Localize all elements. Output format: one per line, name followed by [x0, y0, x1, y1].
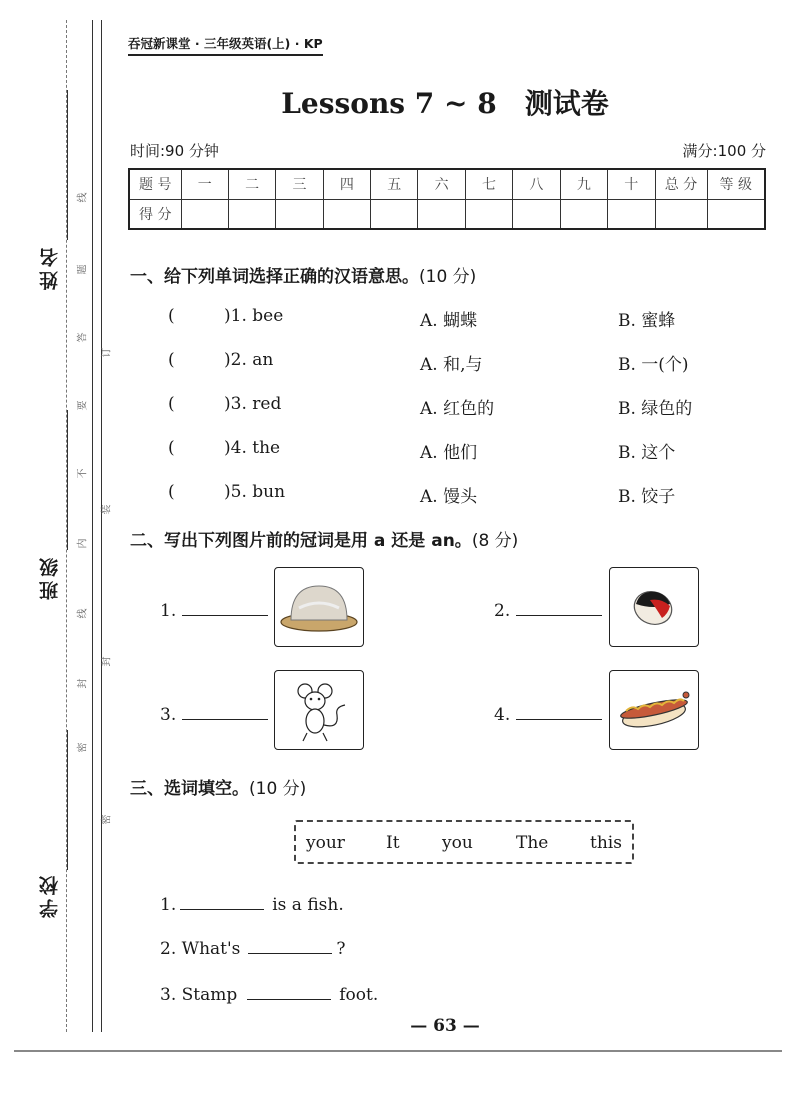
- exam-time: 时间:90 分钟: [130, 142, 219, 160]
- table-cell: 总 分: [655, 169, 707, 199]
- option-a: A. 红色的: [420, 399, 495, 419]
- option-b: B. 饺子: [618, 487, 676, 507]
- score-cell[interactable]: [371, 199, 418, 229]
- option-b: B. 这个: [618, 443, 676, 463]
- option-a: A. 馒头: [420, 487, 478, 507]
- fill-sentence: [160, 892, 344, 915]
- full-score: 满分:100 分: [682, 142, 766, 160]
- score-cell[interactable]: [707, 199, 765, 229]
- option-b: B. 绿色的: [618, 399, 693, 419]
- section3-points: (10 分): [249, 779, 307, 799]
- question-row: [168, 482, 728, 508]
- binding-char: 题: [77, 264, 89, 275]
- item-number: 1.: [160, 601, 177, 621]
- option-a: A. 和,与: [420, 355, 483, 375]
- answer-paren[interactable]: (: [168, 394, 175, 414]
- article-item: [160, 702, 268, 725]
- binding-char: 内: [77, 538, 89, 549]
- sentence-end: is a fish.: [272, 895, 344, 915]
- class-label: 班级: [39, 554, 61, 600]
- question-word: )1. bee: [224, 306, 284, 326]
- hotdog-icon: [610, 671, 698, 749]
- section1-points: (10 分): [419, 267, 477, 287]
- question-word: )5. bun: [224, 482, 286, 502]
- binding-char: 要: [77, 400, 89, 411]
- answer-blank[interactable]: [180, 892, 264, 910]
- table-cell: 七: [465, 169, 512, 199]
- picture-box: [274, 670, 364, 750]
- article-item: [494, 702, 602, 725]
- answer-blank[interactable]: [182, 598, 268, 616]
- table-cell: 十: [608, 169, 655, 199]
- option-a: A. 他们: [420, 443, 478, 463]
- score-cell[interactable]: [228, 199, 275, 229]
- section3-title-text: 三、选词填空。: [130, 779, 249, 799]
- table-cell: 得 分: [129, 199, 181, 229]
- option-b: B. 一(个): [618, 355, 689, 375]
- sentence-start: 2. What's: [160, 939, 241, 959]
- binding-char: 密: [101, 814, 113, 825]
- binding-char: 装: [101, 504, 113, 515]
- binding-solid-line-inner: [101, 20, 102, 1032]
- school-blank[interactable]: [67, 730, 68, 870]
- section2-title-text: 二、写出下列图片前的冠词是用 a 还是 an。: [130, 531, 472, 551]
- item-number: 2.: [494, 601, 511, 621]
- table-cell: 五: [371, 169, 418, 199]
- question-word: )4. the: [224, 438, 281, 458]
- item-number: 4.: [494, 705, 511, 725]
- table-cell: 二: [228, 169, 275, 199]
- binding-char: 封: [101, 656, 113, 667]
- sentence-end: foot.: [339, 985, 379, 1005]
- article-item: [160, 598, 268, 621]
- page-number: — 63 —: [410, 1016, 480, 1036]
- word-option: your: [306, 833, 345, 853]
- series-header: 吞冠新课堂 · 三年级英语(上) · KP: [128, 34, 323, 56]
- score-cell[interactable]: [513, 199, 560, 229]
- fill-sentence: [160, 936, 346, 959]
- table-cell: 三: [276, 169, 323, 199]
- sentence-start: 3. Stamp: [160, 985, 238, 1005]
- binding-char: 封: [77, 678, 89, 689]
- score-cell[interactable]: [418, 199, 465, 229]
- answer-paren[interactable]: (: [168, 438, 175, 458]
- word-bank: [294, 820, 634, 864]
- question-row: [168, 350, 728, 376]
- binding-char: 密: [77, 742, 89, 753]
- word-option: this: [590, 833, 622, 853]
- picture-box: [274, 567, 364, 647]
- table-cell: 四: [323, 169, 370, 199]
- question-word: )3. red: [224, 394, 282, 414]
- answer-blank[interactable]: [516, 598, 602, 616]
- score-cell[interactable]: [465, 199, 512, 229]
- score-cell[interactable]: [560, 199, 607, 229]
- article-item: [494, 598, 602, 621]
- picture-box: [609, 567, 699, 647]
- section1-title: [130, 262, 476, 287]
- score-cell[interactable]: [323, 199, 370, 229]
- binding-char: 订: [101, 347, 113, 358]
- egg-icon: [610, 568, 698, 646]
- answer-blank[interactable]: [248, 936, 332, 954]
- score-table: [128, 168, 766, 230]
- word-option: It: [386, 833, 400, 853]
- table-cell: 九: [560, 169, 607, 199]
- page-title: [0, 82, 800, 122]
- answer-paren[interactable]: (: [168, 306, 175, 326]
- table-cell: 六: [418, 169, 465, 199]
- title-chinese: 测试卷: [524, 87, 609, 120]
- question-row: [168, 438, 728, 464]
- answer-paren[interactable]: (: [168, 350, 175, 370]
- binding-char: 答: [77, 332, 89, 343]
- option-b: B. 蜜蜂: [618, 311, 676, 331]
- binding-char: 不: [77, 468, 89, 479]
- title-english: Lessons 7 ~ 8: [281, 87, 497, 120]
- answer-blank[interactable]: [516, 702, 602, 720]
- word-option: you: [442, 833, 473, 853]
- score-cell[interactable]: [276, 199, 323, 229]
- item-number: 3.: [160, 705, 177, 725]
- binding-char: 线: [77, 608, 89, 619]
- answer-blank[interactable]: [247, 982, 331, 1000]
- sentence-start: 1.: [160, 895, 177, 915]
- school-label: 学校: [39, 872, 61, 918]
- answer-paren[interactable]: (: [168, 482, 175, 502]
- footer-divider: [14, 1050, 782, 1052]
- picture-box: [609, 670, 699, 750]
- answer-blank[interactable]: [182, 702, 268, 720]
- section2-points: (8 分): [471, 531, 519, 551]
- score-cell[interactable]: [181, 199, 228, 229]
- score-cell[interactable]: [608, 199, 655, 229]
- class-blank[interactable]: [67, 410, 68, 550]
- sentence-end: ?: [336, 939, 346, 959]
- score-table-header-row: [129, 169, 765, 199]
- score-table-score-row: [129, 199, 765, 229]
- table-cell: 题 号: [129, 169, 181, 199]
- mouse-icon: [275, 671, 363, 749]
- question-word: )2. an: [224, 350, 274, 370]
- name-label: 姓名: [39, 244, 61, 290]
- table-cell: 等 级: [707, 169, 765, 199]
- binding-char: 线: [77, 192, 89, 203]
- word-option: The: [516, 833, 549, 853]
- hat-icon: [275, 568, 363, 646]
- section1-title-text: 一、给下列单词选择正确的汉语意思。: [130, 267, 419, 287]
- question-row: [168, 306, 728, 332]
- table-cell: 八: [513, 169, 560, 199]
- binding-solid-line: [92, 20, 93, 1032]
- section2-title: [130, 526, 518, 551]
- section3-title: [130, 774, 306, 799]
- fill-sentence: [160, 982, 378, 1005]
- table-cell: 一: [181, 169, 228, 199]
- score-cell[interactable]: [655, 199, 707, 229]
- option-a: A. 蝴蝶: [420, 311, 478, 331]
- question-row: [168, 394, 728, 420]
